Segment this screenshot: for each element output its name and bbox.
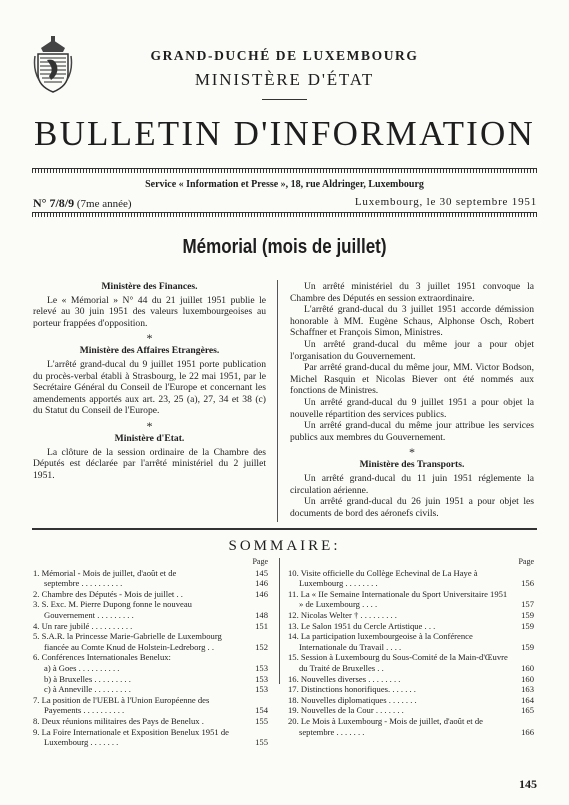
toc-entry-title: 8. Deux réunions militaires des Pays de Benelux . [33,715,204,726]
toc-entry [33,716,268,727]
paragraph: Un arrêté grand-ducal du même jour a pour objet l'organisation du Gouvernement. [290,338,534,362]
memorial-title: Mémorial (mois de juillet) [182,236,387,258]
paragraph: Le « Mémorial » N° 44 du 21 juillet 1951 publie le relevé au 30 juin 1951 des valeurs luxembourgeoises au porteur frappées d'opposition. [33,294,266,329]
toc-entry-page: 159 [521,609,534,620]
column-divider [277,280,278,522]
toc-entry [288,652,534,673]
toc-entry-title: septembre . . . . . . . . . . [44,578,123,589]
toc-entry-page: 145 [255,567,268,578]
paragraph: Un arrêté grand-ducal du 9 juillet 1951 a pour objet la nouvelle répartition des services publics. [290,396,534,420]
memorial-left-column [33,281,266,481]
toc-entry-title: 13. Le Salon 1951 du Cercle Artistique . . . [288,620,436,631]
page-column-header: Page [518,557,534,566]
toc-entry-page: 153 [255,684,268,695]
toc-entry-page: 155 [255,715,268,726]
section-heading: Ministère des Transports. [359,459,465,471]
toc-entry [288,568,534,589]
bulletin-title: BULLETIN D'INFORMATION [34,114,535,153]
short-rule [262,99,307,100]
section-heading: Ministère des Affaires Etrangères. [79,345,220,357]
toc-entry-title: 10. Visite officielle du Collège Echevinal de La Haye à Luxembourg . . . . . . . . [288,567,478,589]
toc-entry [288,705,534,716]
paragraph: L'arrêté grand-ducal du 9 juillet 1951 porte publication du procès-verbal établi à Strasbourg, le 22 mai 1951, par le Secrétaire Général du Conseil de l'Europe et concernant les amendements apportés aux art. 23, 25 (a), 27, 34 et 38 (c) du Statut du Conseil de l'Europe. [33,358,266,417]
toc-entry-title: 1. Mémorial - Mois de juillet, d'août et de [33,567,177,578]
toc-entry-title: b) à Bruxelles . . . . . . . . . [44,673,131,684]
toc-entry-page: 155 [255,737,268,748]
toc-entry-page: 156 [521,578,534,589]
toc-entry-title: 19. Nouvelles de la Cour . . . . . . . [288,705,404,716]
toc-entry-page: 164 [521,694,534,705]
toc-entry [288,621,534,632]
toc-entry [33,578,268,589]
paragraph: Un arrêté grand-ducal du même jour attribue les services publics aux membres du Gouvernement. [290,420,534,443]
toc-entry [33,695,268,716]
toc-entry [33,663,268,674]
toc-entry [288,716,534,737]
toc-entry [33,652,268,663]
toc-entry [288,674,534,685]
toc-entry-page: 151 [255,620,268,631]
toc-entry-title: 16. Nouvelles diverses . . . . . . . . [288,673,401,684]
toc-entry-page: 157 [521,599,534,610]
toc-entry [33,674,268,685]
country-heading: GRAND-DUCHÉ DE LUXEMBOURG [150,48,419,63]
toc-entry-title: 2. Chambre des Députés - Mois de juillet . . [33,588,183,599]
toc-entry-page: 153 [255,673,268,684]
toc-entry-title: 11. La « IIe Semaine Internationale du Sport Universitaire 1951 » de Luxembourg . . . . [288,588,508,610]
section-heading: Ministère des Finances. [101,281,198,292]
paragraph: L'arrêté grand-ducal du 3 juillet 1951 accorde démission honorable à MM. Eugène Schaus, Alphonse Osch, Robert Schaffner et François Simon, Ministres. [290,304,534,339]
toc-entry-page: 154 [255,705,268,716]
toc-divider [279,558,280,684]
toc-entry-title: 4. Un rare jubilé . . . . . . . . . . [33,620,133,631]
toc-entry-page: 159 [521,620,534,631]
toc-entry [33,621,268,632]
toc-entry-title: 3. S. Exc. M. Pierre Dupong fonne le nouveau Gouvernement . . . . . . . . . [33,599,192,620]
toc-entry-title: 5. S.A.R. la Princesse Marie-Gabrielle de Luxembourg fiancée au Comte Knud de Holstein-Ledreborg . . [33,631,222,652]
toc-entry-title: c) à Anneville . . . . . . . . . [44,684,131,695]
toc-entry-page: 146 [255,578,268,589]
toc-entry-page: 163 [521,684,534,695]
toc-entry [33,568,268,579]
issue-no: N° 7/8/9 [33,196,75,210]
toc-entry-title: 9. La Foire Internationale et Exposition Benelux 1951 de Luxembourg . . . . . . . [33,726,229,748]
toc-entry-page: 165 [521,705,534,716]
paragraph: Un arrêté grand-ducal du 11 juin 1951 réglemente la circulation aérienne. [290,472,534,496]
toc-entry [33,684,268,695]
toc-entry-title: 12. Nicolas Welter † . . . . . . . . . [288,609,397,620]
toc-entry-title: 14. La participation luxembourgeoise à la Conférence Internationale du Travail . . . . [288,631,473,652]
toc-entry-page: 166 [521,726,534,737]
toc-entry-page: 160 [521,662,534,673]
toc-entry [288,610,534,621]
toc-entry-page: 146 [255,588,268,599]
section-separator-star: * [409,445,415,460]
toc-entry-page: 153 [255,662,268,673]
toc-entry-page: 148 [255,609,268,620]
paragraph: Un arrêté grand-ducal du 26 juin 1951 a pour objet les documents de bord des aéronefs civils. [290,496,534,519]
issue-number [33,196,132,211]
sommaire-right-list [288,557,534,737]
toc-entry-title: 6. Conférences Internationales Benelux: [33,652,171,663]
page-column-header: Page [252,557,268,566]
toc-entry [288,631,534,652]
toc-entry-title: a) à Goes . . . . . . . . . . [44,662,120,673]
toc-entry-page: 159 [521,641,534,652]
issue-year: (7me année) [76,198,132,210]
toc-entry-page: 152 [255,641,268,652]
paragraph: La clôture de la session ordinaire de la Chambre des Députés est déclarée par l'arrêté ministériel du 2 juillet 1951. [33,446,266,481]
ministry-heading: MINISTÈRE D'ÉTAT [194,70,375,89]
toc-entry-title: 20. Le Mois à Luxembourg - Mois de juillet, d'août et de septembre . . . . . . . [288,715,483,737]
sommaire-title: SOMMAIRE: [228,538,341,554]
toc-entry-title: 15. Session à Luxembourg du Sous-Comité de la Main-d'Œuvre du Traité de Bruxelles . . [288,652,508,673]
toc-entry [33,727,268,748]
service-address: Service « Information et Presse », 18, rue Aldringer, Luxembourg [145,179,424,190]
toc-entry [33,599,268,620]
toc-entry-page: 160 [521,673,534,684]
toc-entry [288,684,534,695]
section-separator-star: * [146,331,153,346]
sommaire-left-list [33,557,268,748]
section-rule [32,528,537,530]
toc-entry-title: 7. La position de l'UEBL à l'Union Européenne des Payements . . . . . . . . . . [33,694,210,716]
toc-entry [288,589,534,610]
toc-entry [33,589,268,600]
toc-entry-title: 18. Nouvelles diplomatiques . . . . . . . [288,694,417,705]
memorial-right-column [290,281,534,519]
toc-entry [33,631,268,652]
paragraph: Un arrêté ministériel du 3 juillet 1951 convoque la Chambre des Députés en session extraordinaire. [290,281,534,304]
dateline: Luxembourg, le 30 septembre 1951 [354,196,537,208]
title-rule [32,168,537,173]
section-heading: Ministère d'Etat. [114,432,185,444]
page-number: 145 [519,777,537,791]
toc-entry-title: 17. Distinctions honorifiques. . . . . . . [288,684,416,695]
paragraph: Par arrêté grand-ducal du même jour, MM. Victor Bodson, Michel Rasquin et Nicolas Biever ont été nommés aux fonctions de Ministres. [290,362,534,397]
header-rule [32,212,537,217]
section-separator-star: * [146,418,153,433]
toc-entry [288,695,534,706]
